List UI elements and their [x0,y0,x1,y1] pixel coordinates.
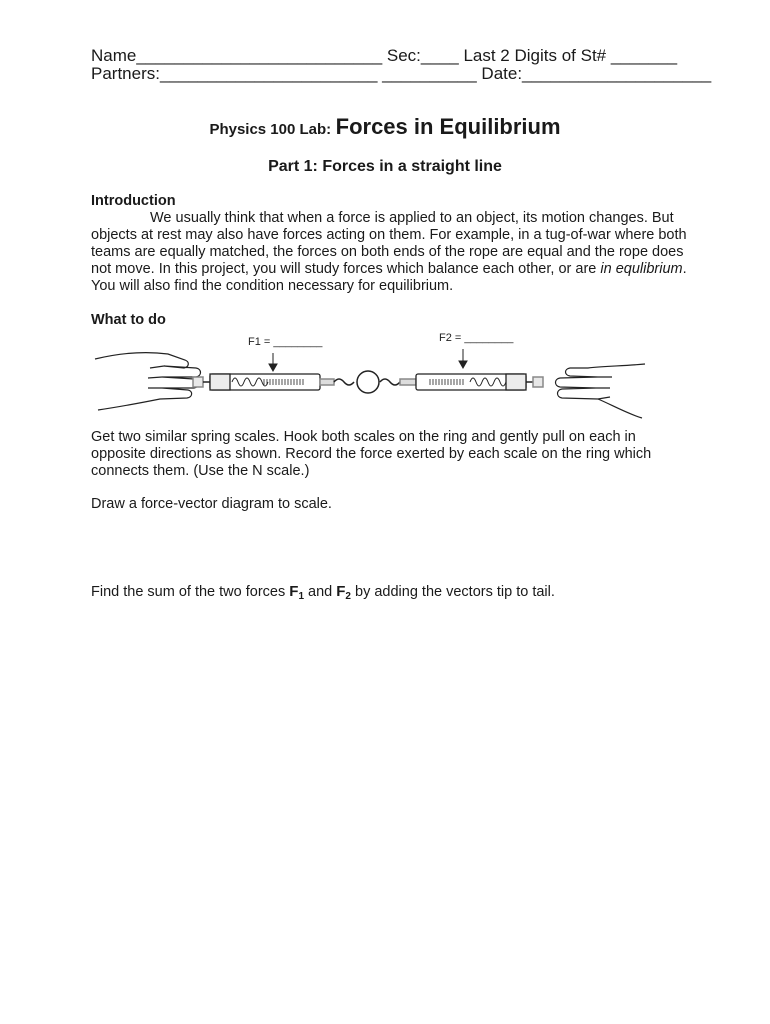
page-title [0,114,770,140]
title-main: Forces in Equilibrium [335,114,561,139]
left-spring-scale [210,374,320,390]
introduction-paragraph [91,210,691,295]
title-prefix: Physics 100 Lab [209,121,327,138]
f2-vector-symbol: $F_2$ [336,583,351,602]
f1-vector-symbol: $F_1$ [289,583,304,602]
left-scale-hook-icon [193,377,210,387]
intro-text: We usually think that when a force is applied to an object, its motion changes. But objects at rest may also have forces acting on them. For example, in a tug-of-war where both teams are equally matched, the forces on both ends of the rope are equal and the rope does not move. In this project, you will study forces which balance each other, or are [91,210,687,277]
title-colon: : [326,121,332,138]
f2-arrow-icon [459,349,467,368]
left-hand-icon [95,353,201,410]
header-name-line[interactable]: Name__________________________ Sec:____ Last 2 Digits of St# _______ [91,46,678,65]
intro-italic: in equlibrium [600,261,683,277]
what-to-do-heading: What to do [91,312,166,328]
f1-label: F1 = ________ [248,336,323,348]
introduction-heading: Introduction [91,193,176,209]
right-hand-icon [556,364,646,418]
sum-text-end: by adding the vectors tip to tail. [350,584,555,600]
sum-text-start: Find the sum of the two forces [91,584,290,600]
spring-scale-diagram [90,326,650,426]
draw-instruction: Draw a force-vector diagram to scale. [91,496,332,512]
right-spring-scale [416,374,526,390]
connecting-ring-icon [320,371,416,393]
right-scale-hook-icon [526,377,543,387]
instructions-paragraph: Get two similar spring scales. Hook both scales on the ring and gently pull on each in opposite directions as shown. Record the force exerted by each scale on the ring which connects them. (Use the N scale.) [91,429,652,479]
sum-instruction [91,583,691,605]
f2-label: F2 = ________ [439,332,514,344]
header-partners-line[interactable]: Partners:_______________________ __________ Date:____________________ [91,64,712,83]
f1-arrow-icon [269,353,277,371]
sum-text-middle: and [304,584,337,600]
intro-text-end: . You will also find the condition necessary for equilibrium. [91,261,687,294]
part-heading: Part 1: Forces in a straight line [268,158,502,175]
